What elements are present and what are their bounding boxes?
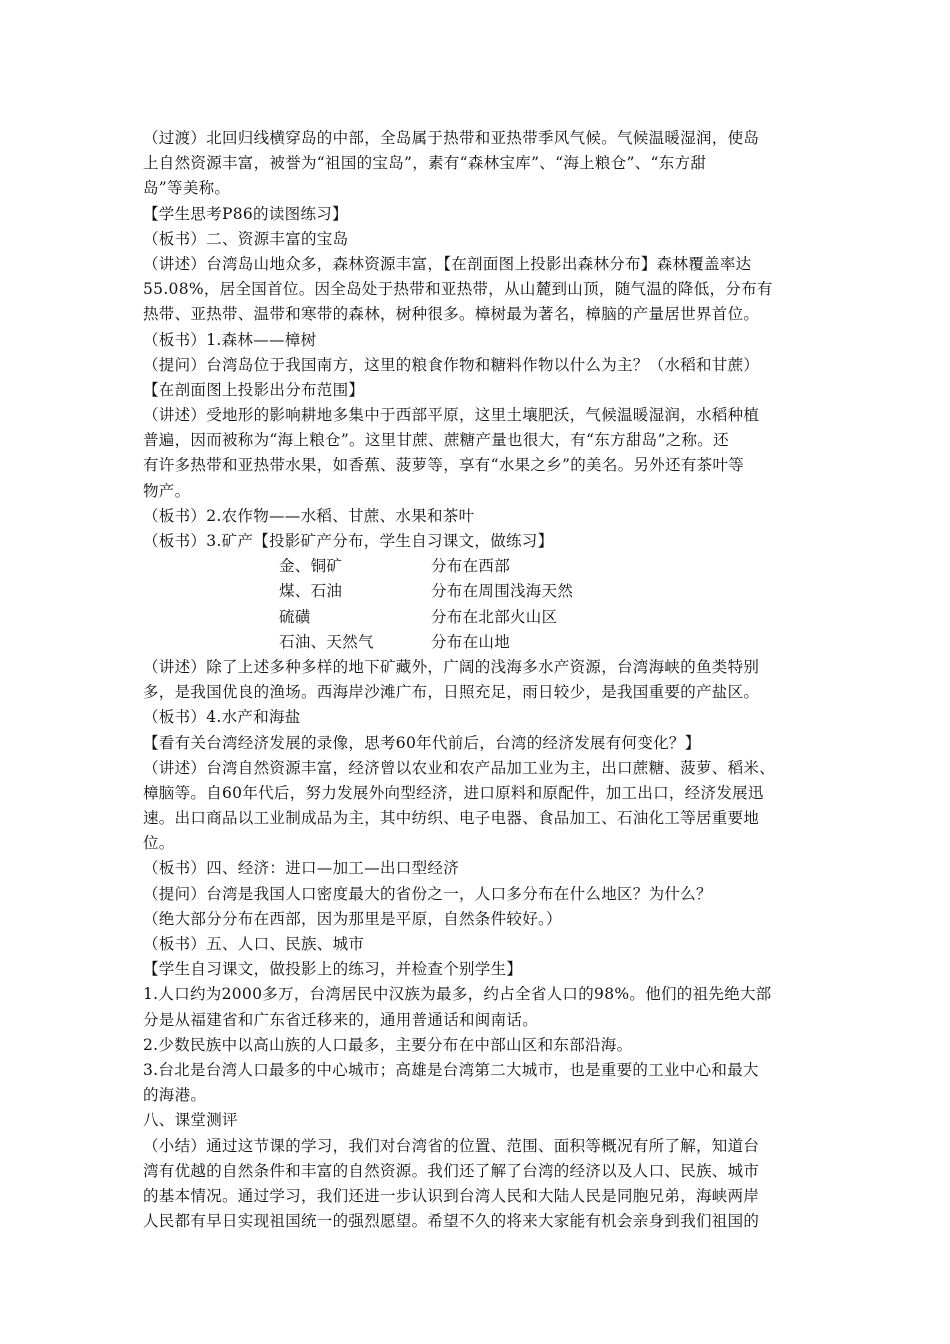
text-line: （板书）四、经济：进口—加工—出口型经济 (143, 859, 460, 878)
text-line: （板书）五、人口、民族、城市 (143, 935, 365, 953)
text-line: 普遍，因而被称为“海上粮仓”。这里甘蔗、蔗糖产量也很大，有“东方甜岛”之称。还 (143, 431, 729, 450)
text-line: 【在剖面图上投影出分布范围】 (143, 380, 365, 399)
text-line: 3.台北是台湾人口最多的中心城市；高雄是台湾第二大城市，也是重要的工业中心和最大 (143, 1060, 759, 1079)
text-line: （讲述）受地形的影响耕地多集中于西部平原，这里土壤肥沃，气候温暖湿润，水稻种植 (143, 406, 760, 425)
text-line: 55.08%，居全国首位。因全岛处于热带和亚热带，从山麓到山顶，随气温的降低，分布有 (143, 280, 773, 299)
text-line: （板书）4.水产和海盐 (143, 708, 301, 727)
text-line: 的基本情况。通过学习，我们还进一步认识到台湾人民和大陆人民是同胞兄弟，海峡两岸 (143, 1186, 760, 1205)
text-line: 热带、亚热带、温带和寒带的森林，树种很多。樟树最为著名，樟脑的产量居世界首位。 (143, 305, 760, 324)
text-line: （板书）1.森林——樟树 (143, 330, 317, 349)
text-line: 【学生思考P86的读图练习】 (143, 204, 348, 223)
mineral-row (143, 554, 815, 579)
text-line: （小结）通过这节课的学习，我们对台湾省的位置、范围、面积等概况有所了解，知道台 (143, 1136, 760, 1155)
text-line: （提问）台湾是我国人口密度最大的省份之一，人口多分布在什么地区？为什么？ (143, 884, 712, 903)
document-body (143, 126, 815, 1234)
text-line: 的海港。 (143, 1086, 207, 1105)
text-line: 分是从福建省和广东省迁移来的，通用普通话和闽南话。 (143, 1010, 539, 1029)
text-line: （讲述）除了上述多种多样的地下矿藏外，广阔的浅海多水产资源，台湾海峡的鱼类特别 (143, 657, 760, 676)
text-line: （板书）二、资源丰富的宝岛 (143, 229, 349, 248)
text-line: （板书）2.农作物——水稻、甘蔗、水果和茶叶 (143, 506, 475, 525)
text-line: 1.人口约为2000多万，台湾居民中汉族为最多，约占全省人口的98%。他们的祖先绝大部 (143, 985, 772, 1004)
text-line: 多，是我国优良的渔场。西海岸沙滩广布，日照充足，雨日较少，是我国重要的产盐区。 (143, 683, 760, 702)
mineral-name: 石油、天然气 (279, 632, 374, 651)
mineral-row (143, 630, 815, 655)
mineral-name: 硫磺 (279, 607, 311, 626)
mineral-name: 煤、石油 (279, 582, 343, 601)
text-line: 速。出口商品以工业制成品为主，其中纺织、电子电器、食品加工、石油化工等居重要地 (143, 809, 760, 828)
text-line: （绝大部分分布在西部，因为那里是平原，自然条件较好。） (143, 909, 562, 928)
text-line: 八、课堂测评 (143, 1111, 238, 1130)
text-line: （讲述）台湾岛山地众多，森林资源丰富，【在剖面图上投影出森林分布】森林覆盖率达 (143, 254, 752, 273)
text-line: 位。 (143, 834, 175, 853)
text-line: 【看有关台湾经济发展的录像，思考60年代前后，台湾的经济发展有何变化？】 (143, 733, 701, 752)
mineral-location: 分布在山地 (431, 632, 511, 651)
mineral-row (143, 579, 815, 604)
text-line: 樟脑等。自60年代后，努力发展外向型经济，进口原料和原配件，加工出口，经济发展迅 (143, 783, 764, 802)
text-line: 人民都有早日实现祖国统一的强烈愿望。希望不久的将来大家能有机会亲身到我们祖国的 (143, 1212, 760, 1231)
mineral-row (143, 605, 815, 630)
mineral-location: 分布在周围浅海天然 (431, 582, 574, 601)
mineral-location: 分布在北部火山区 (431, 607, 558, 626)
text-line: 2.少数民族中以高山族的人口最多，主要分布在中部山区和东部沿海。 (143, 1035, 633, 1054)
text-line: 物产。 (143, 481, 191, 500)
mineral-location: 分布在西部 (431, 557, 511, 576)
text-line: （提问）台湾岛位于我国南方，这里的粮食作物和糖料作物以什么为主？（水稻和甘蔗） (143, 355, 760, 374)
text-line: 【学生自习课文，做投影上的练习，并检查个别学生】 (143, 960, 523, 979)
text-line: 岛”等美称。 (143, 179, 231, 198)
text-line: （讲述）台湾自然资源丰富，经济曾以农业和农产品加工业为主，出口蔗糖、菠萝、稻米、 (143, 758, 776, 777)
text-line: 有许多热带和亚热带水果，如香蕉、菠萝等，享有“水果之乡”的美名。另外还有茶叶等 (143, 456, 745, 475)
text-line: （过渡）北回归线横穿岛的中部，全岛属于热带和亚热带季风气候。气候温暖湿润，使岛 (143, 129, 760, 147)
text-line: 上自然资源丰富，被誉为“祖国的宝岛”，素有“森林宝库”、“海上粮仓”、“东方甜 (143, 154, 707, 173)
text-line: （板书）3.矿产【投影矿产分布，学生自习课文，做练习】 (143, 532, 554, 550)
text-line: 湾有优越的自然条件和丰富的自然资源。我们还了解了台湾的经济以及人口、民族、城市 (143, 1161, 760, 1180)
mineral-name: 金、铜矿 (279, 557, 343, 576)
